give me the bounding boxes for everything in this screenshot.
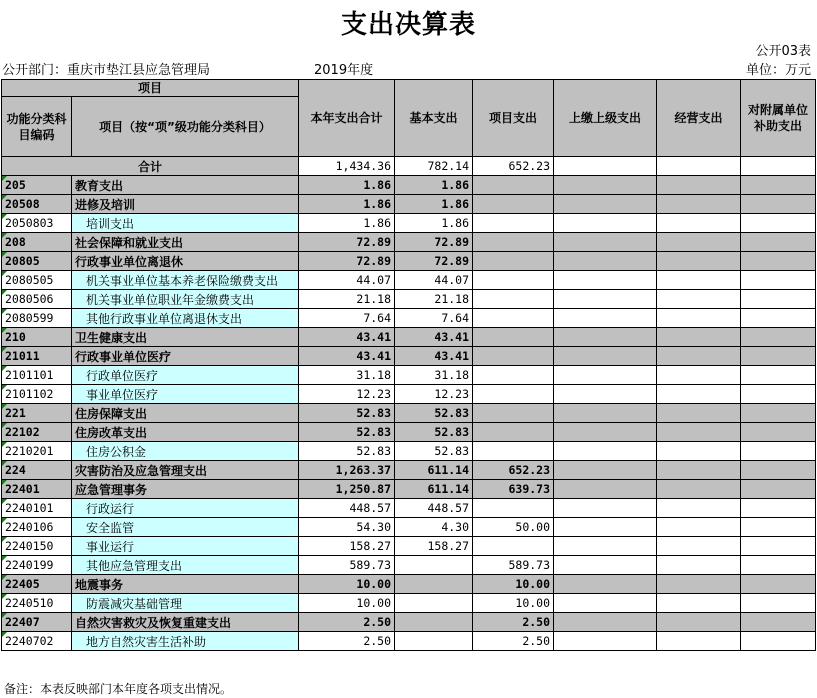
row-project: 652.23 — [473, 461, 554, 480]
table-row — [2, 480, 816, 499]
row-basic: 611.14 — [395, 480, 473, 499]
row-superior — [554, 518, 657, 537]
row-name: 地方自然灾害生活补助 — [72, 632, 299, 651]
row-business — [657, 632, 741, 651]
row-code: 224 — [2, 461, 72, 480]
row-superior — [554, 556, 657, 575]
row-project — [473, 290, 554, 309]
department-label: 公开部门：重庆市垫江县应急管理局 — [2, 63, 211, 78]
row-total: 44.07 — [299, 271, 395, 290]
row-project — [473, 252, 554, 271]
row-superior — [554, 442, 657, 461]
row-total: 2.50 — [299, 632, 395, 651]
row-subsidy — [741, 309, 816, 328]
total-business — [657, 157, 741, 176]
row-superior — [554, 347, 657, 366]
row-basic: 12.23 — [395, 385, 473, 404]
header-basic: 基本支出 — [395, 80, 473, 157]
row-basic: 52.83 — [395, 423, 473, 442]
table-row — [2, 556, 816, 575]
row-name: 住房保障支出 — [72, 404, 299, 423]
row-name: 事业运行 — [72, 537, 299, 556]
table-row — [2, 271, 816, 290]
row-superior — [554, 214, 657, 233]
row-total: 7.64 — [299, 309, 395, 328]
row-name: 卫生健康支出 — [72, 328, 299, 347]
row-total: 2.50 — [299, 613, 395, 632]
row-total: 1.86 — [299, 176, 395, 195]
row-business — [657, 537, 741, 556]
row-superior — [554, 290, 657, 309]
table-row — [2, 499, 816, 518]
row-project — [473, 537, 554, 556]
row-code: 2210201 — [2, 442, 72, 461]
row-superior — [554, 575, 657, 594]
row-name: 行政事业单位离退休 — [72, 252, 299, 271]
row-subsidy — [741, 271, 816, 290]
total-label: 合计 — [2, 157, 299, 176]
row-code: 21011 — [2, 347, 72, 366]
row-superior — [554, 271, 657, 290]
row-business — [657, 594, 741, 613]
row-business — [657, 366, 741, 385]
row-superior — [554, 233, 657, 252]
row-name: 住房公积金 — [72, 442, 299, 461]
row-basic — [395, 594, 473, 613]
row-basic: 72.89 — [395, 233, 473, 252]
total-basic: 782.14 — [395, 157, 473, 176]
row-superior — [554, 176, 657, 195]
row-project: 2.50 — [473, 632, 554, 651]
row-code: 20805 — [2, 252, 72, 271]
row-name: 社会保障和就业支出 — [72, 233, 299, 252]
row-code: 221 — [2, 404, 72, 423]
row-name: 自然灾害救灾及恢复重建支出 — [72, 613, 299, 632]
row-name: 机关事业单位基本养老保险缴费支出 — [72, 271, 299, 290]
row-code: 22102 — [2, 423, 72, 442]
row-subsidy — [741, 499, 816, 518]
row-subsidy — [741, 632, 816, 651]
row-subsidy — [741, 556, 816, 575]
table-row — [2, 537, 816, 556]
row-basic: 448.57 — [395, 499, 473, 518]
row-superior — [554, 366, 657, 385]
row-project: 2.50 — [473, 613, 554, 632]
row-project — [473, 442, 554, 461]
row-subsidy — [741, 423, 816, 442]
row-total: 589.73 — [299, 556, 395, 575]
row-superior — [554, 328, 657, 347]
row-code: 2080506 — [2, 290, 72, 309]
row-name: 灾害防治及应急管理支出 — [72, 461, 299, 480]
row-business — [657, 556, 741, 575]
row-project — [473, 423, 554, 442]
row-superior — [554, 632, 657, 651]
row-project — [473, 385, 554, 404]
row-total: 1.86 — [299, 195, 395, 214]
row-code: 205 — [2, 176, 72, 195]
header-item: 项目 — [2, 80, 299, 97]
row-business — [657, 480, 741, 499]
row-basic: 21.18 — [395, 290, 473, 309]
unit-label: 单位：万元 — [745, 63, 811, 78]
header-code: 功能分类科目编码 — [2, 97, 72, 157]
table-row — [2, 594, 816, 613]
table-row — [2, 176, 816, 195]
row-name: 地震事务 — [72, 575, 299, 594]
row-project: 589.73 — [473, 556, 554, 575]
table-row — [2, 385, 816, 404]
row-subsidy — [741, 480, 816, 499]
row-basic: 44.07 — [395, 271, 473, 290]
table-row — [2, 404, 816, 423]
form-number: 公开03表 — [755, 44, 811, 59]
row-project: 50.00 — [473, 518, 554, 537]
row-subsidy — [741, 195, 816, 214]
row-code: 22407 — [2, 613, 72, 632]
row-business — [657, 461, 741, 480]
row-code: 2101102 — [2, 385, 72, 404]
row-superior — [554, 594, 657, 613]
row-superior — [554, 499, 657, 518]
row-total: 52.83 — [299, 442, 395, 461]
row-name: 安全监管 — [72, 518, 299, 537]
row-project — [473, 499, 554, 518]
row-total: 54.30 — [299, 518, 395, 537]
row-total: 1,263.37 — [299, 461, 395, 480]
row-basic: 1.86 — [395, 195, 473, 214]
row-project: 10.00 — [473, 575, 554, 594]
row-project — [473, 271, 554, 290]
total-row — [2, 157, 816, 176]
fiscal-year: 2019年度 — [314, 63, 374, 78]
row-total: 72.89 — [299, 233, 395, 252]
row-code: 2080505 — [2, 271, 72, 290]
row-subsidy — [741, 214, 816, 233]
row-subsidy — [741, 404, 816, 423]
row-superior — [554, 613, 657, 632]
header-total: 本年支出合计 — [299, 80, 395, 157]
row-business — [657, 214, 741, 233]
row-total: 52.83 — [299, 404, 395, 423]
row-subsidy — [741, 347, 816, 366]
row-subsidy — [741, 613, 816, 632]
table-row — [2, 309, 816, 328]
row-business — [657, 309, 741, 328]
table-row — [2, 195, 816, 214]
row-business — [657, 328, 741, 347]
row-name: 其他应急管理支出 — [72, 556, 299, 575]
row-business — [657, 347, 741, 366]
row-subsidy — [741, 518, 816, 537]
row-total: 43.41 — [299, 347, 395, 366]
row-total: 10.00 — [299, 575, 395, 594]
row-code: 2050803 — [2, 214, 72, 233]
row-business — [657, 423, 741, 442]
table-row — [2, 442, 816, 461]
row-business — [657, 252, 741, 271]
row-subsidy — [741, 328, 816, 347]
row-subsidy — [741, 252, 816, 271]
row-superior — [554, 385, 657, 404]
row-superior — [554, 195, 657, 214]
row-subsidy — [741, 575, 816, 594]
row-project — [473, 309, 554, 328]
row-business — [657, 176, 741, 195]
row-subsidy — [741, 594, 816, 613]
table-row — [2, 366, 816, 385]
row-subsidy — [741, 385, 816, 404]
table-row — [2, 613, 816, 632]
row-total: 21.18 — [299, 290, 395, 309]
row-basic: 7.64 — [395, 309, 473, 328]
row-code: 210 — [2, 328, 72, 347]
row-superior — [554, 309, 657, 328]
header-superior: 上缴上级支出 — [554, 80, 657, 157]
row-total: 12.23 — [299, 385, 395, 404]
row-business — [657, 404, 741, 423]
row-name: 行政单位医疗 — [72, 366, 299, 385]
row-business — [657, 499, 741, 518]
row-code: 22401 — [2, 480, 72, 499]
row-basic: 1.86 — [395, 176, 473, 195]
row-name: 机关事业单位职业年金缴费支出 — [72, 290, 299, 309]
header-project: 项目支出 — [473, 80, 554, 157]
row-subsidy — [741, 537, 816, 556]
row-basic — [395, 613, 473, 632]
row-name: 应急管理事务 — [72, 480, 299, 499]
row-superior — [554, 404, 657, 423]
row-project — [473, 404, 554, 423]
row-code: 2240106 — [2, 518, 72, 537]
total-sum: 1,434.36 — [299, 157, 395, 176]
table-row — [2, 423, 816, 442]
row-business — [657, 385, 741, 404]
total-project: 652.23 — [473, 157, 554, 176]
row-basic: 4.30 — [395, 518, 473, 537]
row-business — [657, 518, 741, 537]
row-total: 1.86 — [299, 214, 395, 233]
row-name: 防震减灾基础管理 — [72, 594, 299, 613]
row-superior — [554, 537, 657, 556]
row-total: 43.41 — [299, 328, 395, 347]
row-code: 2240150 — [2, 537, 72, 556]
row-project — [473, 366, 554, 385]
row-code: 20508 — [2, 195, 72, 214]
row-total: 1,250.87 — [299, 480, 395, 499]
row-basic: 52.83 — [395, 442, 473, 461]
row-code: 2080599 — [2, 309, 72, 328]
row-basic: 72.89 — [395, 252, 473, 271]
row-project — [473, 176, 554, 195]
row-basic: 43.41 — [395, 328, 473, 347]
row-project — [473, 233, 554, 252]
row-code: 2240702 — [2, 632, 72, 651]
header-subsidy: 对附属单位补助支出 — [741, 80, 816, 157]
row-code: 2240510 — [2, 594, 72, 613]
row-business — [657, 290, 741, 309]
footer-note: 备注：本表反映部门本年度各项支出情况。 — [4, 682, 233, 696]
row-subsidy — [741, 442, 816, 461]
row-project — [473, 195, 554, 214]
row-total: 448.57 — [299, 499, 395, 518]
row-name: 住房改革支出 — [72, 423, 299, 442]
row-code: 2240101 — [2, 499, 72, 518]
row-subsidy — [741, 233, 816, 252]
row-business — [657, 233, 741, 252]
total-superior — [554, 157, 657, 176]
row-superior — [554, 461, 657, 480]
table-row — [2, 252, 816, 271]
row-business — [657, 575, 741, 594]
row-subsidy — [741, 461, 816, 480]
table-row — [2, 347, 816, 366]
row-code: 208 — [2, 233, 72, 252]
table-row — [2, 632, 816, 651]
row-code: 22405 — [2, 575, 72, 594]
row-basic: 52.83 — [395, 404, 473, 423]
table-row — [2, 518, 816, 537]
row-subsidy — [741, 290, 816, 309]
expenditure-table — [1, 79, 816, 651]
row-business — [657, 271, 741, 290]
row-business — [657, 442, 741, 461]
row-total: 31.18 — [299, 366, 395, 385]
row-subsidy — [741, 366, 816, 385]
row-project — [473, 328, 554, 347]
row-name: 其他行政事业单位离退休支出 — [72, 309, 299, 328]
row-business — [657, 195, 741, 214]
row-total: 52.83 — [299, 423, 395, 442]
row-basic: 31.18 — [395, 366, 473, 385]
table-row — [2, 461, 816, 480]
row-business — [657, 613, 741, 632]
row-subsidy — [741, 176, 816, 195]
table-row — [2, 328, 816, 347]
row-basic — [395, 632, 473, 651]
header-business: 经营支出 — [657, 80, 741, 157]
row-code: 2101101 — [2, 366, 72, 385]
row-total: 72.89 — [299, 252, 395, 271]
row-project: 10.00 — [473, 594, 554, 613]
row-name: 行政运行 — [72, 499, 299, 518]
row-basic: 158.27 — [395, 537, 473, 556]
total-subsidy — [741, 157, 816, 176]
row-project — [473, 347, 554, 366]
row-name: 教育支出 — [72, 176, 299, 195]
row-name: 进修及培训 — [72, 195, 299, 214]
row-superior — [554, 480, 657, 499]
row-project: 639.73 — [473, 480, 554, 499]
row-total: 10.00 — [299, 594, 395, 613]
header-name: 项目（按“项”级功能分类科目） — [72, 97, 299, 157]
row-basic: 1.86 — [395, 214, 473, 233]
table-row — [2, 575, 816, 594]
row-name: 培训支出 — [72, 214, 299, 233]
row-basic: 43.41 — [395, 347, 473, 366]
page-title: 支出决算表 — [340, 10, 476, 40]
row-superior — [554, 252, 657, 271]
row-basic: 611.14 — [395, 461, 473, 480]
table-row — [2, 290, 816, 309]
row-project — [473, 214, 554, 233]
row-name: 行政事业单位医疗 — [72, 347, 299, 366]
row-total: 158.27 — [299, 537, 395, 556]
table-row — [2, 214, 816, 233]
row-basic — [395, 556, 473, 575]
row-basic — [395, 575, 473, 594]
row-name: 事业单位医疗 — [72, 385, 299, 404]
table-row — [2, 233, 816, 252]
row-superior — [554, 423, 657, 442]
row-code: 2240199 — [2, 556, 72, 575]
